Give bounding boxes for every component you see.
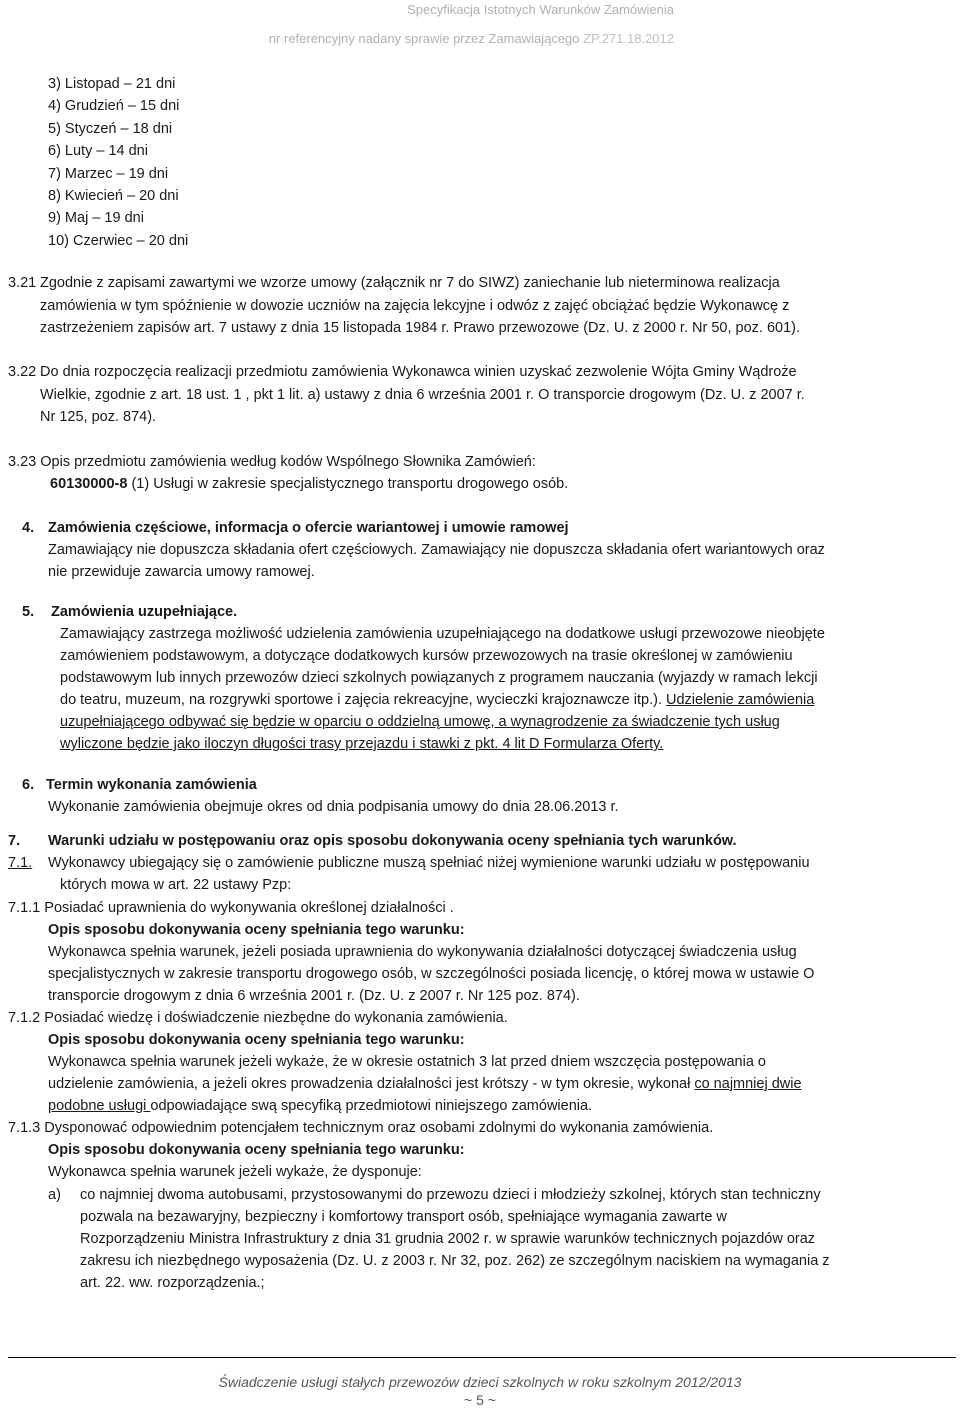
section-3-21-number: 3.21 [8, 275, 37, 291]
item-a-line: Rozporządzeniu Ministra Infrastruktury z dnia 31 grudnia 2002 r. w sprawie warunków technicznych pojazdów oraz [80, 1231, 816, 1247]
section-3-21-line: zamówienia w tym spóźnienie w dowozie uczniów na zajęcia lekcyjne i odwóz z zajęć obciążać będzie Wykonawcę z [40, 298, 790, 314]
section-7-1-1-line: Wykonawca spełnia warunek, jeżeli posiada uprawnienia do wykonywania działalności dotyczącej świadczenia usług [48, 944, 797, 960]
list-item: 10) Czerwiec – 20 dni [48, 232, 189, 249]
section-7-1-number-text: 7.1. [8, 855, 33, 871]
section-5-underlined: uzupełniającego odbywać się będzie w oparciu o oddzielną umowę, a wynagrodzenie za świadczenie tych usług [60, 714, 780, 730]
section-7-1-2-line [48, 1095, 592, 1117]
section-3-22-number: 3.22 [8, 364, 37, 380]
section-7-1-1-heading: 7.1.1 Posiadać uprawnienia do wykonywania określonej działalności . [8, 900, 454, 916]
evaluation-label: Opis sposobu dokonywania oceny spełniania tego warunku: [48, 1142, 465, 1158]
footer-divider [8, 1357, 956, 1358]
list-item: 3) Listopad – 21 dni [48, 76, 176, 92]
section-4-line: nie przewiduje zawarcia umowy ramowej. [48, 564, 315, 580]
cpv-code: 60130000-8 [50, 476, 128, 492]
cpv-description: (1) Usługi w zakresie specjalistycznego transportu drogowego osób. [127, 476, 569, 492]
section-7-number: 7. [8, 833, 21, 849]
section-7-1-line: Wykonawcy ubiegający się o zamówienie publiczne muszą spełniać niżej wymienione warunki udziału w postępowaniu [48, 855, 810, 871]
section-7-1-2-text: odpowiadające swą specyfiką przedmiotowi niniejszego zamówienia. [150, 1098, 593, 1114]
section-5-line: zamówieniem podstawowym, a dotyczące dodatkowych kursów przewozowych na trasie określonej w zamówieniu [60, 648, 793, 664]
section-5-underlined: wyliczone będzie jako iloczyn długości trasy przejazdu i stawki z pkt. 4 lit D Formularza Oferty. [60, 736, 664, 752]
section-7-1-1-line: transporcie drogowym z dnia 6 września 2001 r. (Dz. U. z 2007 r. Nr 125 poz. 874). [48, 988, 580, 1004]
section-7-1-1-line: specjalistycznych w zakresie transportu drogowego osób, w szczególności posiada licencję, o której mowa w ustawie O [48, 966, 815, 982]
section-3-22-line: Nr 125, poz. 874). [40, 409, 157, 425]
item-a-line: pozwala na bezawaryjny, bezpieczny i komfortowy transport osób, spełniające wymagania zawarte w [80, 1209, 727, 1225]
section-7-1-2-underlined: podobne usługi [48, 1098, 151, 1114]
section-7-1-2-heading: 7.1.2 Posiadać wiedzę i doświadczenie niezbędne do wykonania zamówienia. [8, 1010, 508, 1026]
item-a-marker: a) [48, 1187, 61, 1203]
section-3-22-line: Do dnia rozpoczęcia realizacji przedmiotu zamówienia Wykonawca winien uzyskać zezwolenie Wójta Gminy Wądroże [40, 364, 797, 380]
section-4-number: 4. [22, 520, 35, 536]
page-number: ~ 5 ~ [464, 1392, 496, 1408]
section-7-1-3-heading: 7.1.3 Dysponować odpowiednim potencjałem technicznym oraz osobami zdolnymi do wykonania zamówienia. [8, 1120, 714, 1136]
evaluation-label: Opis sposobu dokonywania oceny spełniania tego warunku: [48, 1032, 465, 1048]
section-7-1-line: których mowa w art. 22 ustawy Pzp: [60, 877, 292, 893]
section-7-1-2-underlined: co najmniej dwie [694, 1076, 802, 1092]
header-ref-number: ZP.271.18.2012 [583, 31, 674, 46]
section-7-1-2-line [48, 1073, 802, 1095]
section-7-1-3-line: Wykonawca spełnia warunek jeżeli wykaże, że dysponuje: [48, 1164, 422, 1180]
section-3-21-line: zastrzeżeniem zapisów art. 7 ustawy z dnia 15 listopada 1984 r. Prawo przewozowe (Dz. U. z 2000 r. Nr 50, poz. 601). [40, 320, 801, 336]
section-3-22-line: Wielkie, zgodnie z art. 18 ust. 1 , pkt 1 lit. a) ustawy z dnia 6 września 2001 r. O transporcie drogowym (Dz. U. z 2007 r. [40, 387, 805, 403]
section-5-line [60, 711, 780, 733]
section-3-21-line: Zgodnie z zapisami zawartymi we wzorze umowy (załącznik nr 7 do SIWZ) zaniechanie lub nieterminowa realizacja [40, 275, 780, 291]
section-6-title: Termin wykonania zamówienia [46, 777, 257, 793]
header-reference [269, 31, 674, 46]
list-item: 8) Kwiecień – 20 dni [48, 187, 179, 204]
header-title: Specyfikacja Istotnych Warunków Zamówienia [407, 2, 674, 17]
section-5-line: Zamawiający zastrzega możliwość udzielenia zamówienia uzupełniającego na dodatkowe usługi przewozowe nieobjęte [60, 626, 825, 642]
section-7-1-2-text: udzielenie zamówienia, a jeżeli okres prowadzenia działalności jest krótszy - w tym okresie, wykonał [48, 1076, 695, 1092]
item-a-line: co najmniej dwoma autobusami, przystosowanymi do przewozu dzieci i młodzieży szkolnej, których stan techniczny [80, 1187, 821, 1203]
list-item: 6) Luty – 14 dni [48, 143, 148, 160]
section-5-title: Zamówienia uzupełniające. [51, 604, 238, 620]
list-item: 9) Maj – 19 dni [48, 210, 144, 227]
section-6-line: Wykonanie zamówienia obejmuje okres od dnia podpisania umowy do dnia 28.06.2013 r. [48, 799, 619, 815]
list-item: 4) Grudzień – 15 dni [48, 98, 180, 115]
section-5-number: 5. [22, 604, 35, 620]
section-7-1-2-line: Wykonawca spełnia warunek jeżeli wykaże, że w okresie ostatnich 3 lat przed dniem wszczęcia postępowania o [48, 1054, 766, 1070]
item-a-line: zakresu ich niezbędnego wyposażenia (Dz. U. z 2003 r. Nr 32, poz. 262) ze szczególnym naciskiem na wymagania z [80, 1253, 830, 1269]
section-4-title: Zamówienia częściowe, informacja o ofercie wariantowej i umowie ramowej [48, 520, 569, 536]
section-5-line [60, 733, 663, 755]
month-list [48, 73, 188, 252]
list-item: 7) Marzec – 19 dni [48, 165, 169, 182]
section-5-line: podstawowym lub innych przewozów dzieci szkolnych powiązanych z programem nauczania (wyjazdy w ramach lekcji [60, 670, 818, 686]
footer-title: Świadczenie usługi stałych przewozów dzieci szkolnych w roku szkolnym 2012/2013 [218, 1374, 742, 1390]
section-6-number: 6. [22, 777, 35, 793]
section-5-text: do teatru, muzeum, na rozgrywki sportowe i zajęcia rekreacyjne, wycieczki krajoznawcze itp.). [60, 692, 667, 708]
section-5-underlined: Udzielenie zamówienia [666, 692, 815, 708]
evaluation-label: Opis sposobu dokonywania oceny spełniania tego warunku: [48, 922, 465, 938]
section-5-line [60, 689, 814, 711]
list-item: 5) Styczeń – 18 dni [48, 120, 173, 137]
section-7-1-number [8, 852, 32, 874]
section-7-title: Warunki udziału w postępowaniu oraz opis sposobu dokonywania oceny spełniania tych warunków. [48, 833, 737, 849]
item-a-line: art. 22. ww. rozporządzenia.; [80, 1275, 265, 1291]
header-ref-label: nr referencyjny nadany sprawie przez Zamawiającego [268, 31, 580, 46]
cpv-code-line [50, 473, 568, 495]
section-4-line: Zamawiający nie dopuszcza składania ofert częściowych. Zamawiający nie dopuszcza składania ofert wariantowych oraz [48, 542, 825, 558]
section-3-23-line: 3.23 Opis przedmiotu zamówienia według kodów Wspólnego Słownika Zamówień: [8, 454, 536, 470]
